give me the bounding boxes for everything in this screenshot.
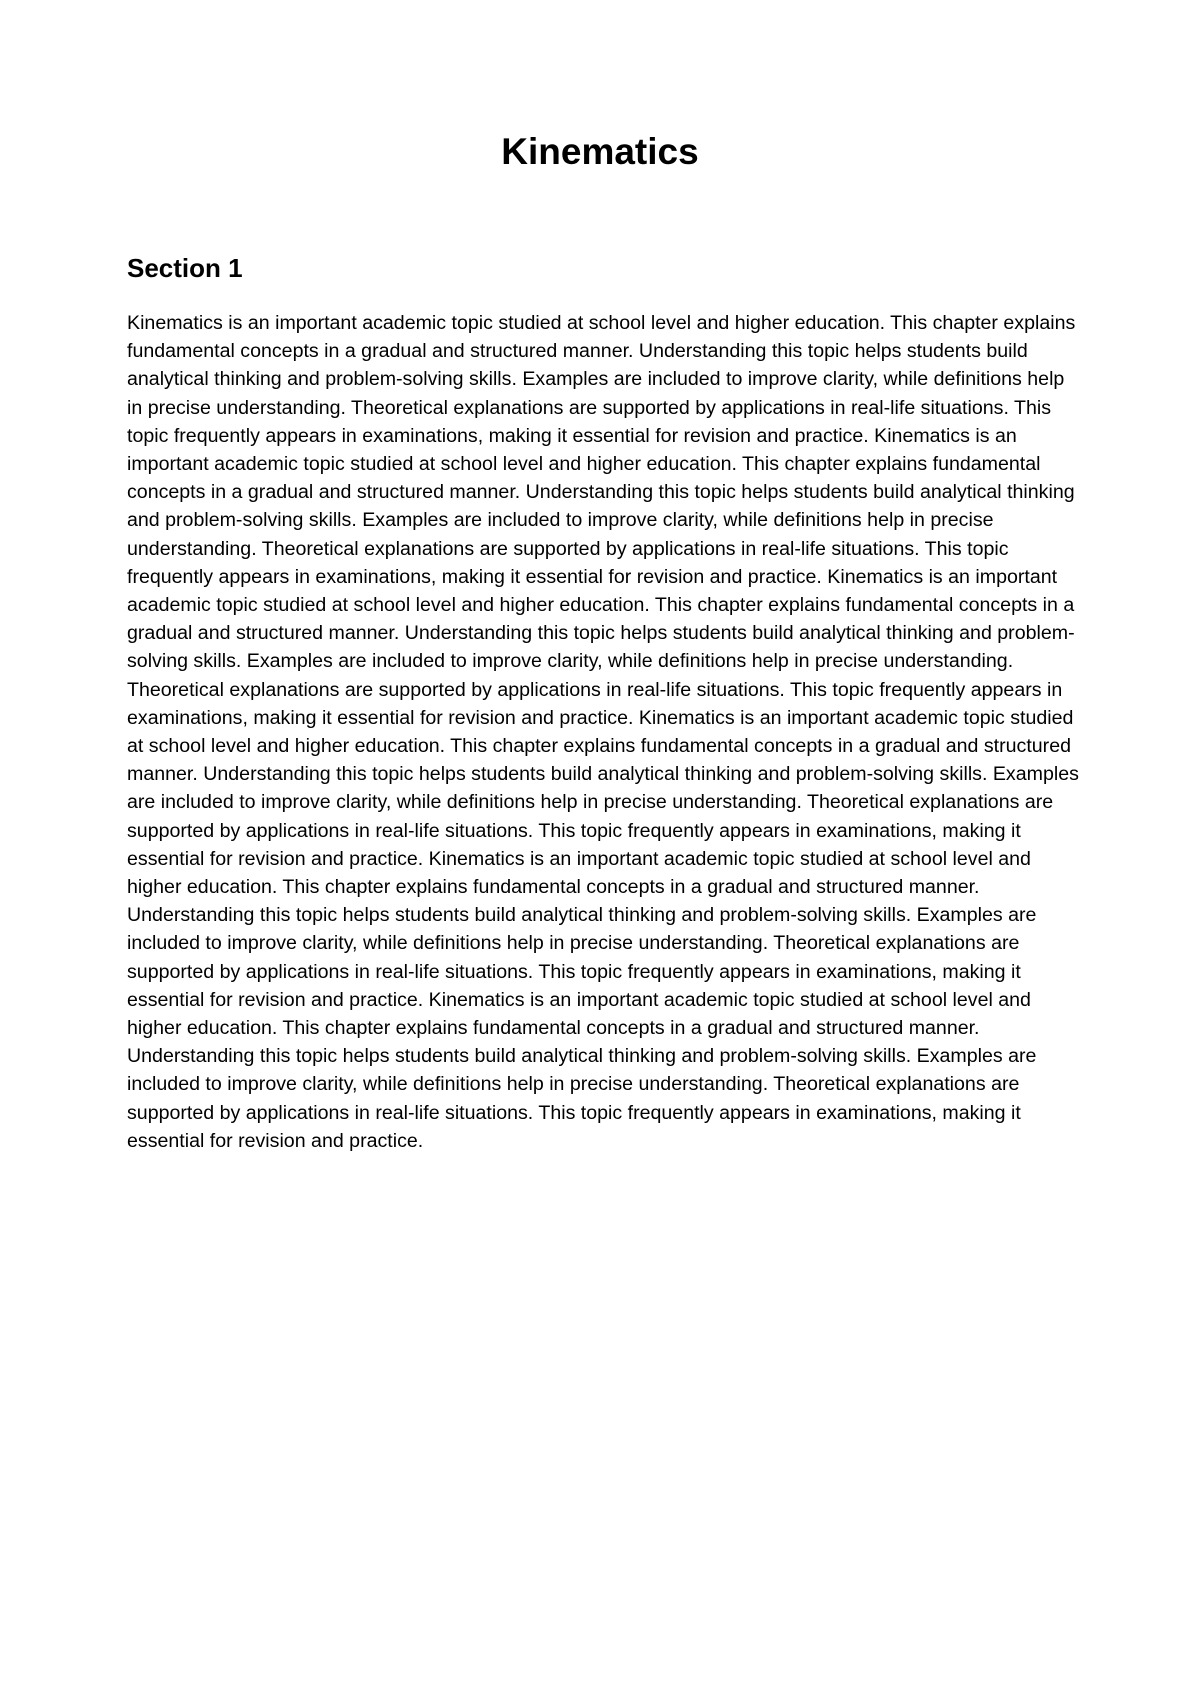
document-title: Kinematics — [501, 131, 699, 172]
section-body-paragraph: Kinematics is an important academic topic studied at school level and higher education. This chapter explains fundamental concepts in a gradual and structured manner. Understanding this topic helps students build analytical thinking and problem-solving skills. Examples are included to improve clarity, while definitions help in precise understanding. Theoretical explanations are supported by applications in real-life situations. This topic frequently appears in examinations, making it essential for revision and practice. Kinematics is an important academic topic studied at school level and higher education. This chapter explains fundamental concepts in a gradual and structured manner. Understanding this topic helps students build analytical thinking and problem-solving skills. Examples are included to improve clarity, while definitions help in precise understanding. Theoretical explanations are supported by applications in real-life situations. This topic frequently appears in examinations, making it essential for revision and practice. Kinematics is an important academic topic studied at school level and higher education. This chapter explains fundamental concepts in a gradual and structured manner. Understanding this topic helps students build analytical thinking and problem-solving skills. Examples are included to improve clarity, while definitions help in precise understanding. Theoretical explanations are supported by applications in real-life situations. This topic frequently appears in examinations, making it essential for revision and practice. Kinematics is an important academic topic studied at school level and higher education. This chapter explains fundamental concepts in a gradual and structured manner. Understanding this topic helps students build analytical thinking and problem-solving skills. Examples are included to improve clarity, while definitions help in precise understanding. Theoretical explanations are supported by applications in real-life situations. This topic frequently appears in examinations, making it essential for revision and practice. Kinematics is an important academic topic studied at school level and higher education. This chapter explains fundamental concepts in a gradual and structured manner. Understanding this topic helps students build analytical thinking and problem-solving skills. Examples are included to improve clarity, while definitions help in precise understanding. Theoretical explanations are supported by applications in real-life situations. This topic frequently appears in examinations, making it essential for revision and practice. Kinematics is an important academic topic studied at school level and higher education. This chapter explains fundamental concepts in a gradual and structured manner. Understanding this topic helps students build analytical thinking and problem-solving skills. Examples are included to improve clarity, while definitions help in precise understanding. Theoretical explanations are supported by applications in real-life situations. This topic frequently appears in examinations, making it essential for revision and practice. — [127, 312, 1079, 1152]
section-heading: Section 1 — [127, 253, 243, 283]
